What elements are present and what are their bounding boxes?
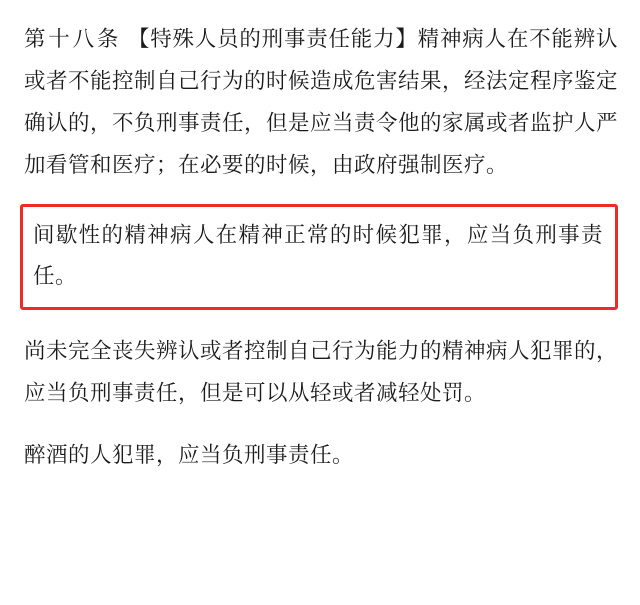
article-paragraph-2: 间歇性的精神病人在精神正常的时候犯罪，应当负刑事责任。 <box>33 223 603 288</box>
article-paragraph-4: 醉酒的人犯罪，应当负刑事责任。 <box>24 443 355 467</box>
article-paragraph-1-text: 精神病人在不能辨认或者不能控制自己行为的时候造成危害结果，经法定程序鉴定确认的，不负刑事责任，但是应当责令他的家属或者监护人严加看管和医疗；在必要的时候，由政府强制医疗。 <box>24 27 619 177</box>
article-paragraph-1 <box>24 18 618 186</box>
article-title: 【特殊人员的刑事责任能力】 <box>127 27 418 51</box>
article-number: 第十八条 <box>24 27 122 51</box>
highlighted-paragraph-box <box>20 204 618 310</box>
article-paragraph-3: 尚未完全丧失辨认或者控制自己行为能力的精神病人犯罪的，应当负刑事责任，但是可以从轻或者减轻处罚。 <box>24 339 619 405</box>
